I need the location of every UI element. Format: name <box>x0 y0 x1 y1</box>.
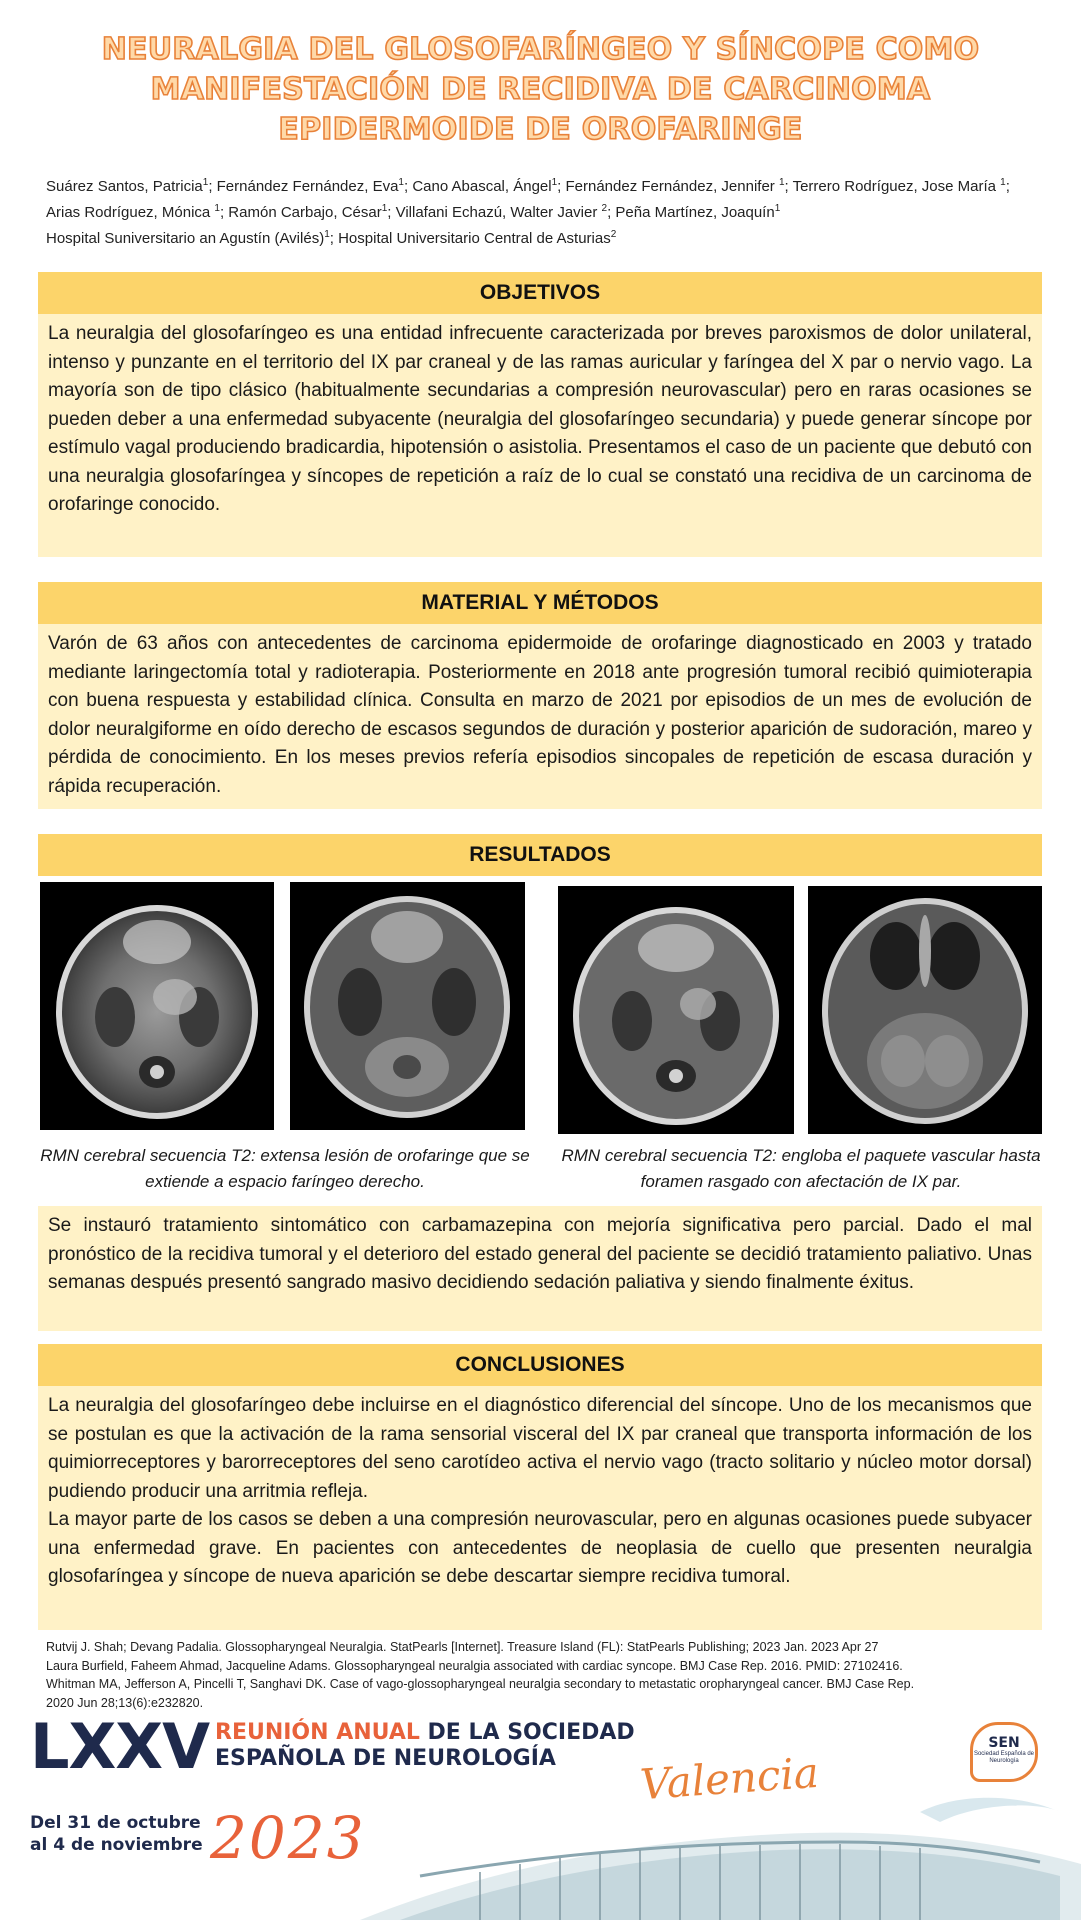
congress-year: 2023 <box>210 1804 366 1872</box>
reference-4: 2020 Jun 28;13(6):e232820. <box>46 1695 204 1710</box>
metodos-body <box>38 624 1042 809</box>
congress-name: REUNIÓN ANUAL DE LA SOCIEDAD ESPAÑOLA DE NEUROLOGÍA <box>215 1720 635 1771</box>
reference-2: Laura Burfield, Faheem Ahmad, Jacqueline Adams. Glossopharyngeal neuralgia associated with cardiac syncope. BMJ Case Rep. 2016. PMID: 27102416. <box>46 1658 903 1673</box>
conclusiones-heading: CONCLUSIONES <box>38 1344 1042 1386</box>
congress-dates: Del 31 de octubre al 4 de noviembre <box>30 1813 203 1855</box>
objetivos-body <box>38 314 1042 557</box>
poster-title: NEURALGIA DEL GLOSOFARÍNGEO Y SÍNCOPE COMO MANIFESTACIÓN DE RECIDIVA DE CARCINOMA EPIDERMOIDE DE OROFARINGE <box>101 32 980 147</box>
mri-image-2 <box>290 882 525 1130</box>
mri-image-4 <box>808 886 1042 1134</box>
mri-image-3 <box>558 886 794 1134</box>
edition-number: LXXV <box>30 1712 210 1783</box>
mri-image-1 <box>40 882 274 1130</box>
objetivos-text: La neuralgia del glosofaríngeo es una entidad infrecuente caracterizada por breves paroxismos de dolor unilateral, intenso y punzante en el territorio del IX par craneal y de las ramas auricular y faríngea del X par o nervio vago. La mayoría son de tipo clásico (habitualmente secundarias a compresión neurovascular) pero en raras ocasiones se pueden deber a una enfermedad subyacente (neuralgia del glosofaríngeo secundaria) y puede generar síncope por estímulo vagal produciendo bradicardia, hipotensión o asistolia. Presentamos el caso de un paciente que debutó con una neuralgia glosofaríngea y síncopes de repetición a raíz de lo cual se constató una recidiva de un carcinoma de orofaringe conocido. <box>48 323 1032 515</box>
authors-block <box>46 172 1042 250</box>
affiliations: Hospital Suniversitario an Agustín (Avilés)$^1$; Hospital Universitario Central de Asturias$^2$ <box>46 229 617 247</box>
metodos-text: Varón de 63 años con antecedentes de carcinoma epidermoide de orofaringe diagnosticado en 2003 y tratado mediante laringectomía total y radioterapia. Posteriormente en 2018 ante progresión tumoral recibió quimioterapia con buena respuesta y estabilidad clínica. Consulta en marzo de 2021 por episodios de un mes de evolución de dolor neuralgiforme en oído derecho de escasos segundos de duración y posterior aparición de sudoración, mareo y pérdida de conocimiento. En los meses previos refería episodios sincopales de repetición de escasa duración y rápida recuperación. <box>48 633 1032 797</box>
conclusiones-p1: La neuralgia del glosofaríngeo debe incluirse en el diagnóstico diferencial del síncope. Uno de los mecanismos que se postulan es que la activación de la rama sensorial visceral del IX par craneal que transporta información de los quimiorreceptores y barorreceptores del seno carotídeo activa el nervio vago (tracto solitario y núcleo motor dorsal) pudiendo producir una arritmia refleja. <box>48 1395 1032 1502</box>
caption-right: RMN cerebral secuencia T2: engloba el paquete vascular hasta foramen rasgado con afectación de IX par. <box>561 1146 1041 1191</box>
resultados-heading: RESULTADOS <box>38 834 1042 876</box>
author-list: Suárez Santos, Patricia$^1$; Fernández Fernández, Eva$^1$; Cano Abascal, Ángel$^1$; Fernández Fernández, Jennifer $^1$; Terrero Rodríguez, Jose María $^1$; Arias Rodríguez, Mónica $^1$; Ramón Carbajo, César$^1$; Villafani Echazú, Walter Javier $^2$; Peña Martínez, Joaquín$^1$ <box>46 177 1010 221</box>
reference-3: Whitman MA, Jefferson A, Pincelli T, Sanghavi DK. Case of vago-glossopharyngeal neuralgia secondary to metastatic oropharyngeal cancer. BMJ Case Rep. <box>46 1677 915 1691</box>
caption-left: RMN cerebral secuencia T2: extensa lesión de orofaringe que se extiende a espacio faríngeo derecho. <box>40 1146 530 1191</box>
conclusiones-body <box>38 1386 1042 1630</box>
city-name: Valencia <box>638 1747 821 1810</box>
congress-banner <box>0 1712 1081 1920</box>
reference-1: Rutvij J. Shah; Devang Padalia. Glossopharyngeal Neuralgia. StatPearls [Internet]. Treasure Island (FL): StatPearls Publishing; 2023 Jan. 2023 Apr 27 <box>46 1640 879 1654</box>
conclusiones-p2: La mayor parte de los casos se deben a una compresión neurovascular, pero en algunas ocasiones puede subyacer una enfermedad grave. En pacientes con antecedentes de neoplasia de cuello que presenten neuralgia glosofaríngea y síncope de nueva aparición se debe descartar siempre recidiva tumoral. <box>48 1509 1032 1587</box>
metodos-heading: MATERIAL Y MÉTODOS <box>38 582 1042 624</box>
resultados-body <box>38 1206 1042 1331</box>
objetivos-heading: OBJETIVOS <box>38 272 1042 314</box>
resultados-text: Se instauró tratamiento sintomático con carbamazepina con mejoría significativa pero parcial. Dado el mal pronóstico de la recidiva tumoral y el deterioro del estado general del paciente se decidió tratamiento paliativo. Unas semanas después presentó sangrado masivo decidiendo sedación paliativa y siendo finalmente éxitus. <box>48 1215 1032 1293</box>
references <box>46 1638 1042 1712</box>
sen-logo: SEN Sociedad Española de Neurología <box>970 1722 1038 1782</box>
